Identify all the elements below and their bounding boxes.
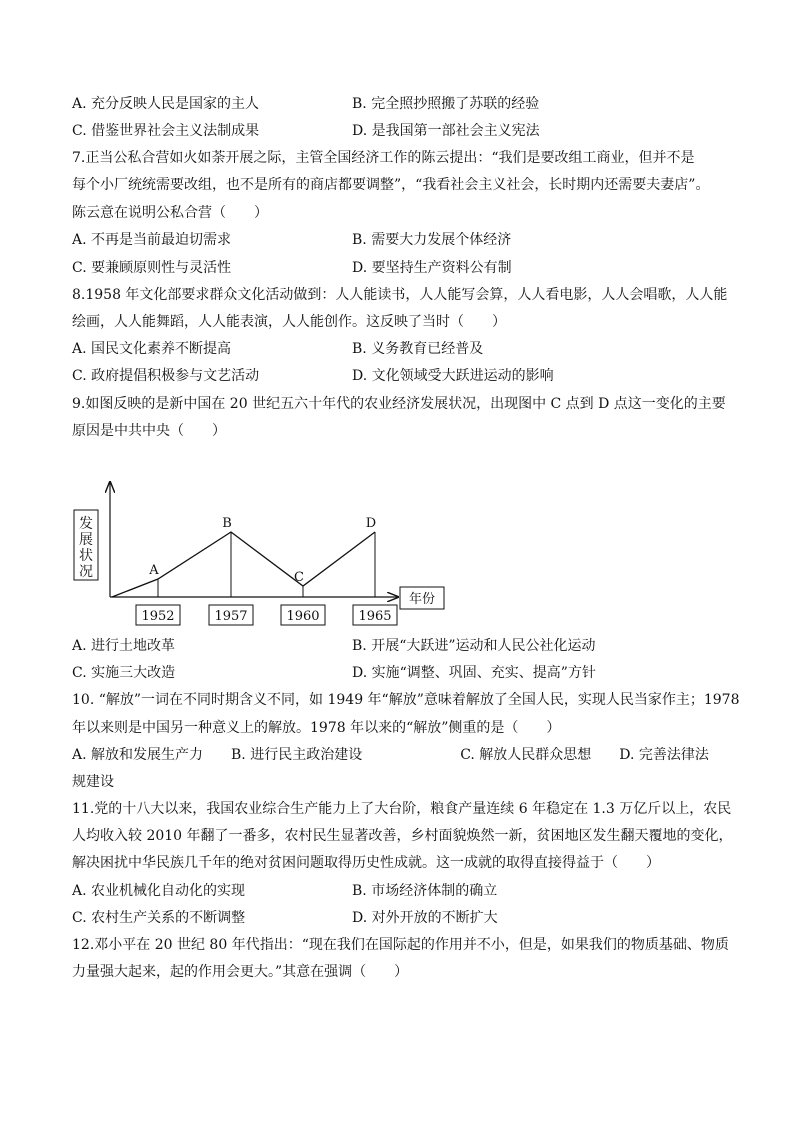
q11-option-c[interactable]: C. 农村生产关系的不断调整 [72,910,246,926]
q12-stem-line: 力量强大起来，起的作用会更大。”其意在强调（ ） [72,964,409,980]
q10-stem-line: 年以来则是中国另一种意义上的解放。1978 年以来的“解放”侧重的是（ ） [72,720,561,736]
q12-stem-line: 12.邓小平在 20 世纪 80 年代指出：“现在我们在国际起的作用并不小，但是，如果我们的物质基础、物质 [72,937,729,953]
q9-stem-line: 9.如图反映的是新中国在 20 世纪五六十年代的农业经济发展状况，出现图中 C 点到 D 点这一变化的主要 [72,396,726,412]
point-label-b: B [222,516,232,531]
q8-option-c[interactable]: C. 政府提倡积极参与文艺活动 [72,368,260,384]
year-tick-label: 1960 [286,609,320,624]
y-axis-label-char: 展 [79,532,93,548]
q8-stem-line: 绘画，人人能舞蹈，人人能表演，人人能创作。这反映了当时（ ） [72,314,506,330]
y-axis-label-char: 发 [79,516,93,532]
q7-option-d[interactable]: D. 要坚持生产资料公有制 [352,260,512,276]
q6-option-a[interactable]: A. 充分反映人民是国家的主人 [72,96,260,112]
q7-option-a[interactable]: A. 不再是当前最迫切需求 [72,232,232,248]
year-tick-label: 1957 [214,609,248,624]
y-axis-label-char: 况 [79,564,93,580]
q11-stem-line: 人均收入较 2010 年翻了一番多，农村民生显著改善，乡村面貌焕然一新，贫困地区发生翻天覆地的变化， [72,828,733,844]
year-tick-label: 1952 [141,609,175,624]
q11-stem-line: 解决困扰中华民族几千年的绝对贫困问题取得历史性成就。这一成就的取得直接得益于（ ） [72,855,660,871]
q8-option-d[interactable]: D. 文化领域受大跃进运动的影响 [352,368,554,384]
q9-stem-line: 原因是中共中央（ ） [72,423,226,439]
y-axis-label [79,516,93,580]
q10-options-line[interactable]: A. 解放和发展生产力 B. 进行民主政治建设 C. 解放人民群众思想 D. 完善法律法 [72,747,709,763]
q9-option-b[interactable]: B. 开展“大跃进”运动和人民公社化运动 [352,638,596,654]
q6-option-b[interactable]: B. 完全照抄照搬了苏联的经验 [352,96,540,112]
y-axis-label-char: 状 [79,548,93,564]
q9-option-d[interactable]: D. 实施“调整、巩固、充实、提高”方针 [352,665,596,681]
q7-option-b[interactable]: B. 需要大力发展个体经济 [352,232,512,248]
q10-stem-line: 10. “解放”一词在不同时期含义不同，如 1949 年“解放”意味着解放了全国人民，实现人民当家作主；1978 [72,692,740,708]
q11-stem-line: 11.党的十八大以来，我国农业综合生产能力上了大台阶，粮食产量连续 6 年稳定在 1.3 万亿斤以上，农民 [72,801,732,817]
q7-option-c[interactable]: C. 要兼顾原则性与灵活性 [72,260,232,276]
q11-option-b[interactable]: B. 市场经济体制的确立 [352,883,498,899]
q9-option-a[interactable]: A. 进行土地改革 [72,638,176,654]
year-tick-label: 1965 [358,609,392,624]
q8-option-a[interactable]: A. 国民文化素养不断提高 [72,341,232,357]
q10-options-line[interactable]: 规建设 [72,774,114,790]
q11-option-d[interactable]: D. 对外开放的不断扩大 [352,910,498,926]
q7-stem-line: 陈云意在说明公私合营（ ） [72,205,268,221]
point-label-d: D [365,516,377,531]
q7-stem-line: 7.正当公私合营如火如荼开展之际，主管全国经济工作的陈云提出：“我们是要改组工商业，但并不是 [72,150,695,166]
q11-option-a[interactable]: A. 农业机械化自动化的实现 [72,883,246,899]
point-label-a: A [149,563,159,578]
q8-stem-line: 8.1958 年文化部要求群众文化活动做到：人人能读书，人人能写会算，人人看电影，人人会唱歌，人人能 [72,287,728,303]
x-axis-label: 年份 [408,592,436,607]
q9-option-c[interactable]: C. 实施三大改造 [72,665,176,681]
q8-option-b[interactable]: B. 义务教育已经普及 [352,341,484,357]
point-label-c: C [294,570,304,585]
q6-option-c[interactable]: C. 借鉴世界社会主义法制成果 [72,123,260,139]
q7-stem-line: 每个小厂统统需要改组，也不是所有的商店都要调整”，“我看社会主义社会，长时期内还需要夫妻店”。 [72,177,710,193]
agriculture-development-chart [72,474,452,630]
q6-option-d[interactable]: D. 是我国第一部社会主义宪法 [352,123,540,139]
